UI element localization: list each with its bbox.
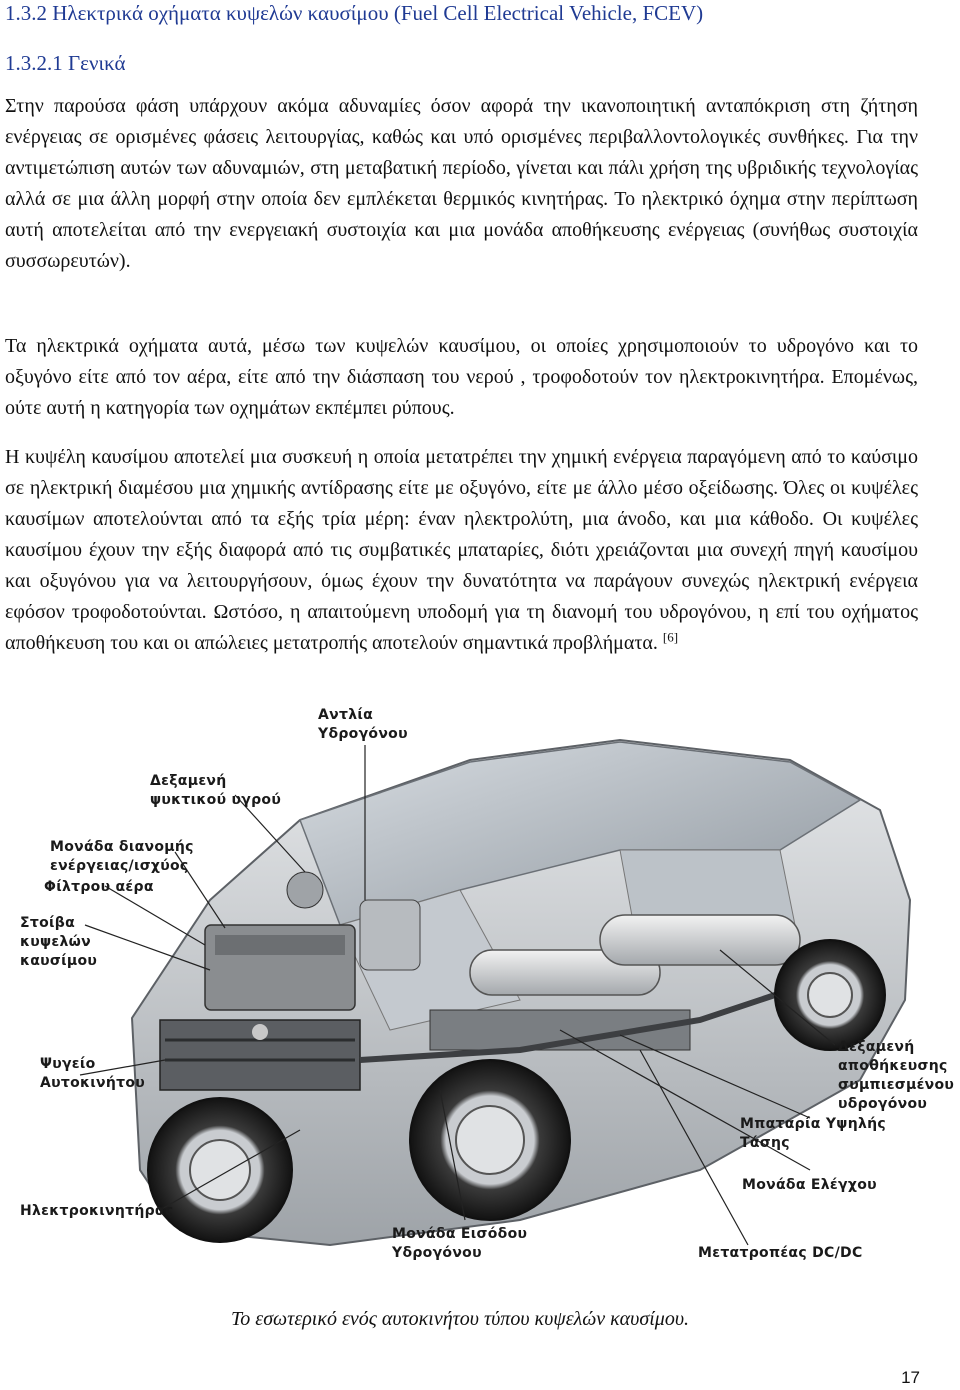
citation-reference: [6] <box>662 629 679 645</box>
label-compressed-hydrogen-tank: Δεξαμενή αποθήκευσης συμπιεσμένου υδρογόνου <box>838 1039 955 1112</box>
section-heading: 1.3.2 Ηλεκτρικά οχήματα κυψελών καυσίμου (Fuel Cell Electrical Vehicle, FCEV) <box>5 1 704 25</box>
label-electric-motor: Ηλεκτροκινητήρας <box>20 1203 174 1219</box>
page-number: 17 <box>901 1368 920 1387</box>
brand-emblem <box>252 1024 268 1040</box>
label-control-unit: Μονάδα Ελέγχου <box>742 1177 877 1193</box>
label-coolant-tank: Δεξαμενή ψυκτικού υγρού <box>150 773 282 808</box>
label-hydrogen-pump: Αντλία Υδρογόνου <box>318 707 408 742</box>
paragraph-3-text: Η κυψέλη καυσίμου αποτελεί μια συσκευή η οποία μετατρέπει την χημική ενέργεια παραγόμενη από το καύσιμο σε ηλεκτρική διαμέσου μια χημικής αντίδρασης είτε με οξυγόνο, είτε με άλλο μέσο οξείδωσης. Όλες οι κυψέλες καυσίμων αποτελούνται από τα εξής τρία μέρη: έναν ηλεκτρολύτη, μια άνοδο, και μια κάθοδο. Οι κυψέλες καυσίμου έχουν την εξής διαφορά από τις συμβατικές μπαταρίες, διότι χρειάζονται μια συνεχή πηγή καυσίμου και οξυγόνου για να λειτουργήσουν, όμως έχουν την δυνατότητα να παράγουν συνεχώς ηλεκτρική ενέργεια εφόσον τροφοδοτούνται. Ωστόσο, η απαιτούμενη υποδομή για τη διανομή του υδρογόνου, η επί του οχήματος αποθήκευση του και οι απώλειες μετατροπής αποτελούν σημαντικά προβλήματα. <box>5 446 918 654</box>
pump-component <box>360 900 420 970</box>
label-radiator: Ψυγείο Αυτοκινήτου <box>40 1056 146 1091</box>
paragraph-2: Τα ηλεκτρικά οχήματα αυτά, μέσω των κυψελών καυσίμου, οι οποίες χρησιμοποιούν το υδρογόνο και το οξυγόνο είτε από τον αέρα, είτε από την διάσπαση του νερού , τροφοδοτούν τον ηλεκτροκινητήρα. Επομένως, ούτε αυτή η κατηγορία των οχημάτων εκπέμπει ρύπους. <box>5 335 918 419</box>
label-power-distribution: Μονάδα διανομής ενέργειας/ισχύος <box>50 839 194 874</box>
label-air-filter: Φίλτρου αέρα <box>44 879 154 895</box>
hydrogen-tank-rear <box>600 915 800 965</box>
subsection-heading: 1.3.2.1 Γενικά <box>5 51 126 75</box>
label-dc-converter: Μετατροπέας DC/DC <box>698 1245 863 1261</box>
coolant-reservoir <box>287 872 323 908</box>
paragraph-1: Στην παρούσα φάση υπάρχουν ακόμα αδυναμίες όσον αφορά την ικανοποιητική ανταπόκριση στη ζήτηση ενέργειας σε ορισμένες φάσεις λειτουργίας, καθώς και υπό ορισμένες περιβαλλοντολογικές συνθήκες. Για την αντιμετώπιση αυτών των αδυναμιών, στη μεταβατική περίοδο, γίνεται και πάλι χρήση της υβριδικής τεχνολογίας αλλά σε μια άλλη μορφή στην οποία δεν εμπλέκεται θερμικός κινητήρας. Το ηλεκτρικό όχημα στην περίπτωση αυτή αποτελείται από την ενεργειακή συστοιχία και μια μονάδα αποθήκευσης ενέργειας (συνήθως συστοιχία συσσωρευτών). <box>5 95 918 272</box>
label-hydrogen-inlet: Μονάδα Εισόδου Υδρογόνου <box>392 1226 528 1261</box>
fuel-cell-car-figure <box>0 700 960 1300</box>
label-fuel-cell-stack: Στοίβα κυψελών καυσίμου <box>20 915 98 969</box>
paragraph-3 <box>5 442 918 659</box>
label-hv-battery: Μπαταρία Υψηλής Τάσης <box>740 1116 886 1151</box>
figure-caption: Το εσωτερικό ενός αυτοκινήτου τύπου κυψελών καυσίμου. <box>231 1308 689 1330</box>
stack-ribs <box>215 935 345 955</box>
